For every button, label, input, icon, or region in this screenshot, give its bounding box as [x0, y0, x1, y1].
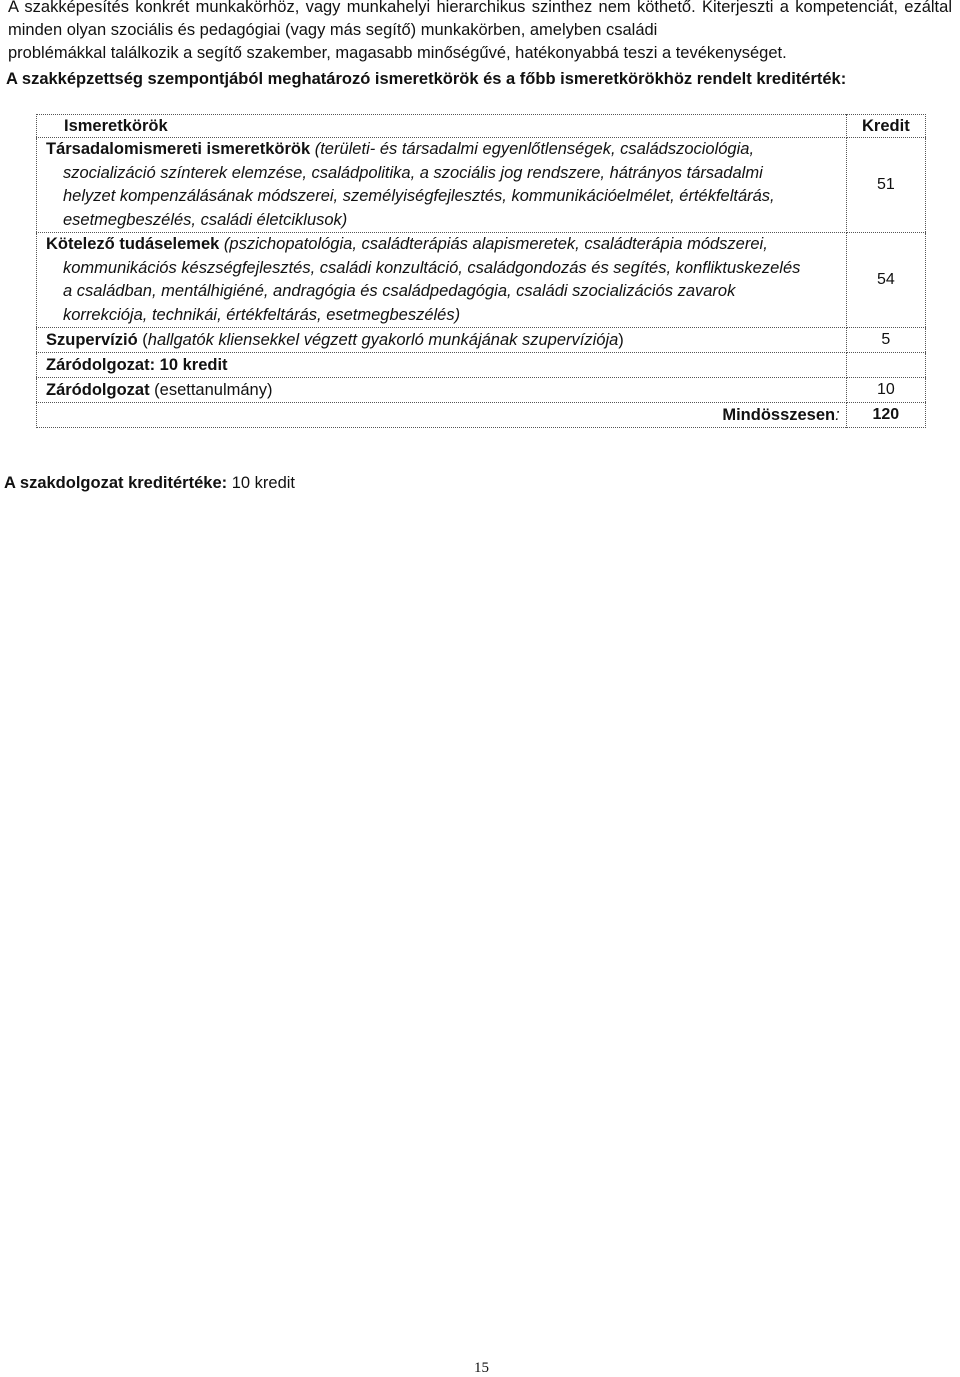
paren: ( — [137, 331, 148, 349]
paren: ) — [618, 331, 624, 349]
credit-value: 10 — [846, 378, 925, 403]
row-title: Kötelező tudáselemek — [46, 235, 220, 253]
total-label: Mindösszesen — [722, 406, 836, 424]
thesis-credit-label: A szakdolgozat kreditértéke: — [4, 474, 228, 492]
row-line: a családban, mentálhigiéné, andragógia és családpedagógia, családi szocializációs zavarok — [63, 282, 736, 300]
thesis-cell — [37, 378, 847, 403]
supervision-cell — [37, 328, 847, 353]
credit-table — [36, 114, 926, 428]
credit-value: 5 — [846, 328, 925, 353]
empty-credit — [846, 353, 925, 378]
header-knowledge-areas: Ismeretkörök — [37, 115, 847, 138]
table-row — [37, 233, 926, 328]
row-detail: (esettanulmány) — [149, 381, 273, 399]
intro-line: A szakképesítés konkrét munkakörhöz, vagy munkahelyi hierarchikus szinthez nem köthető. Kiterjeszti a — [8, 0, 789, 16]
row-line: szocializáció színterek elemzése, családpolitika, a szociális jog rendszere, hátrányos társadalmi — [63, 163, 763, 182]
intro-line: kompetenciát, ezáltal minden olyan szociális és pedagógiai (vagy más segítő) munkakörben, amelyben családi — [8, 0, 952, 39]
total-colon: : — [835, 406, 840, 424]
thesis-subheader: Záródolgozat: 10 kredit — [37, 353, 847, 378]
total-label-cell — [37, 403, 847, 428]
credit-value: 51 — [846, 138, 925, 233]
section-heading: A szakképzettség szempontjából meghatározó ismeretkörök és a főbb ismeretkörökhöz rendelt kreditérték: — [6, 70, 847, 88]
row-title: Záródolgozat — [46, 381, 150, 399]
row-first-line: (területi- és társadalmi egyenlőtlenségek, családszociológia, — [314, 140, 755, 158]
thesis-credit-line — [4, 474, 295, 493]
row-line: korrekciója, technikái, értékfeltárás, esetmegbeszélés) — [63, 305, 461, 324]
row-detail: hallgatók kliensekkel végzett gyakorló munkájának szupervíziója — [147, 331, 619, 349]
total-row — [37, 403, 926, 428]
table-header-row — [37, 115, 926, 138]
table-row — [37, 378, 926, 403]
row-line: helyzet kompenzálásának módszerei, személyiségfejlesztés, kommunikációelmélet, értékfeltárás, — [63, 187, 775, 205]
row-title: Társadalomismereti ismeretkörök — [46, 140, 311, 158]
total-value: 120 — [872, 406, 900, 423]
row-line: kommunikációs készségfejlesztés, családi konzultáció, családgondozás és segítés, konfliktuskezelés — [63, 258, 801, 277]
knowledge-area-cell — [37, 138, 847, 233]
table-row — [37, 328, 926, 353]
table-row — [37, 353, 926, 378]
thesis-credit-value: 10 kredit — [227, 474, 295, 492]
page-number: 15 — [474, 1360, 489, 1376]
credit-value: 54 — [846, 233, 925, 328]
intro-line: problémákkal találkozik a segítő szakember, magasabb minőségűvé, hatékonyabbá teszi a tevékenységet. — [8, 44, 787, 62]
row-title: Szupervízió — [46, 331, 138, 349]
header-credit: Kredit — [846, 115, 925, 138]
row-line: esetmegbeszélés, családi életciklusok) — [63, 210, 348, 229]
row-first-line: (pszichopatológia, családterápiás alapismeretek, családterápia módszerei, — [223, 235, 768, 253]
table-row — [37, 138, 926, 233]
intro-paragraph — [8, 0, 952, 65]
knowledge-area-cell — [37, 233, 847, 328]
